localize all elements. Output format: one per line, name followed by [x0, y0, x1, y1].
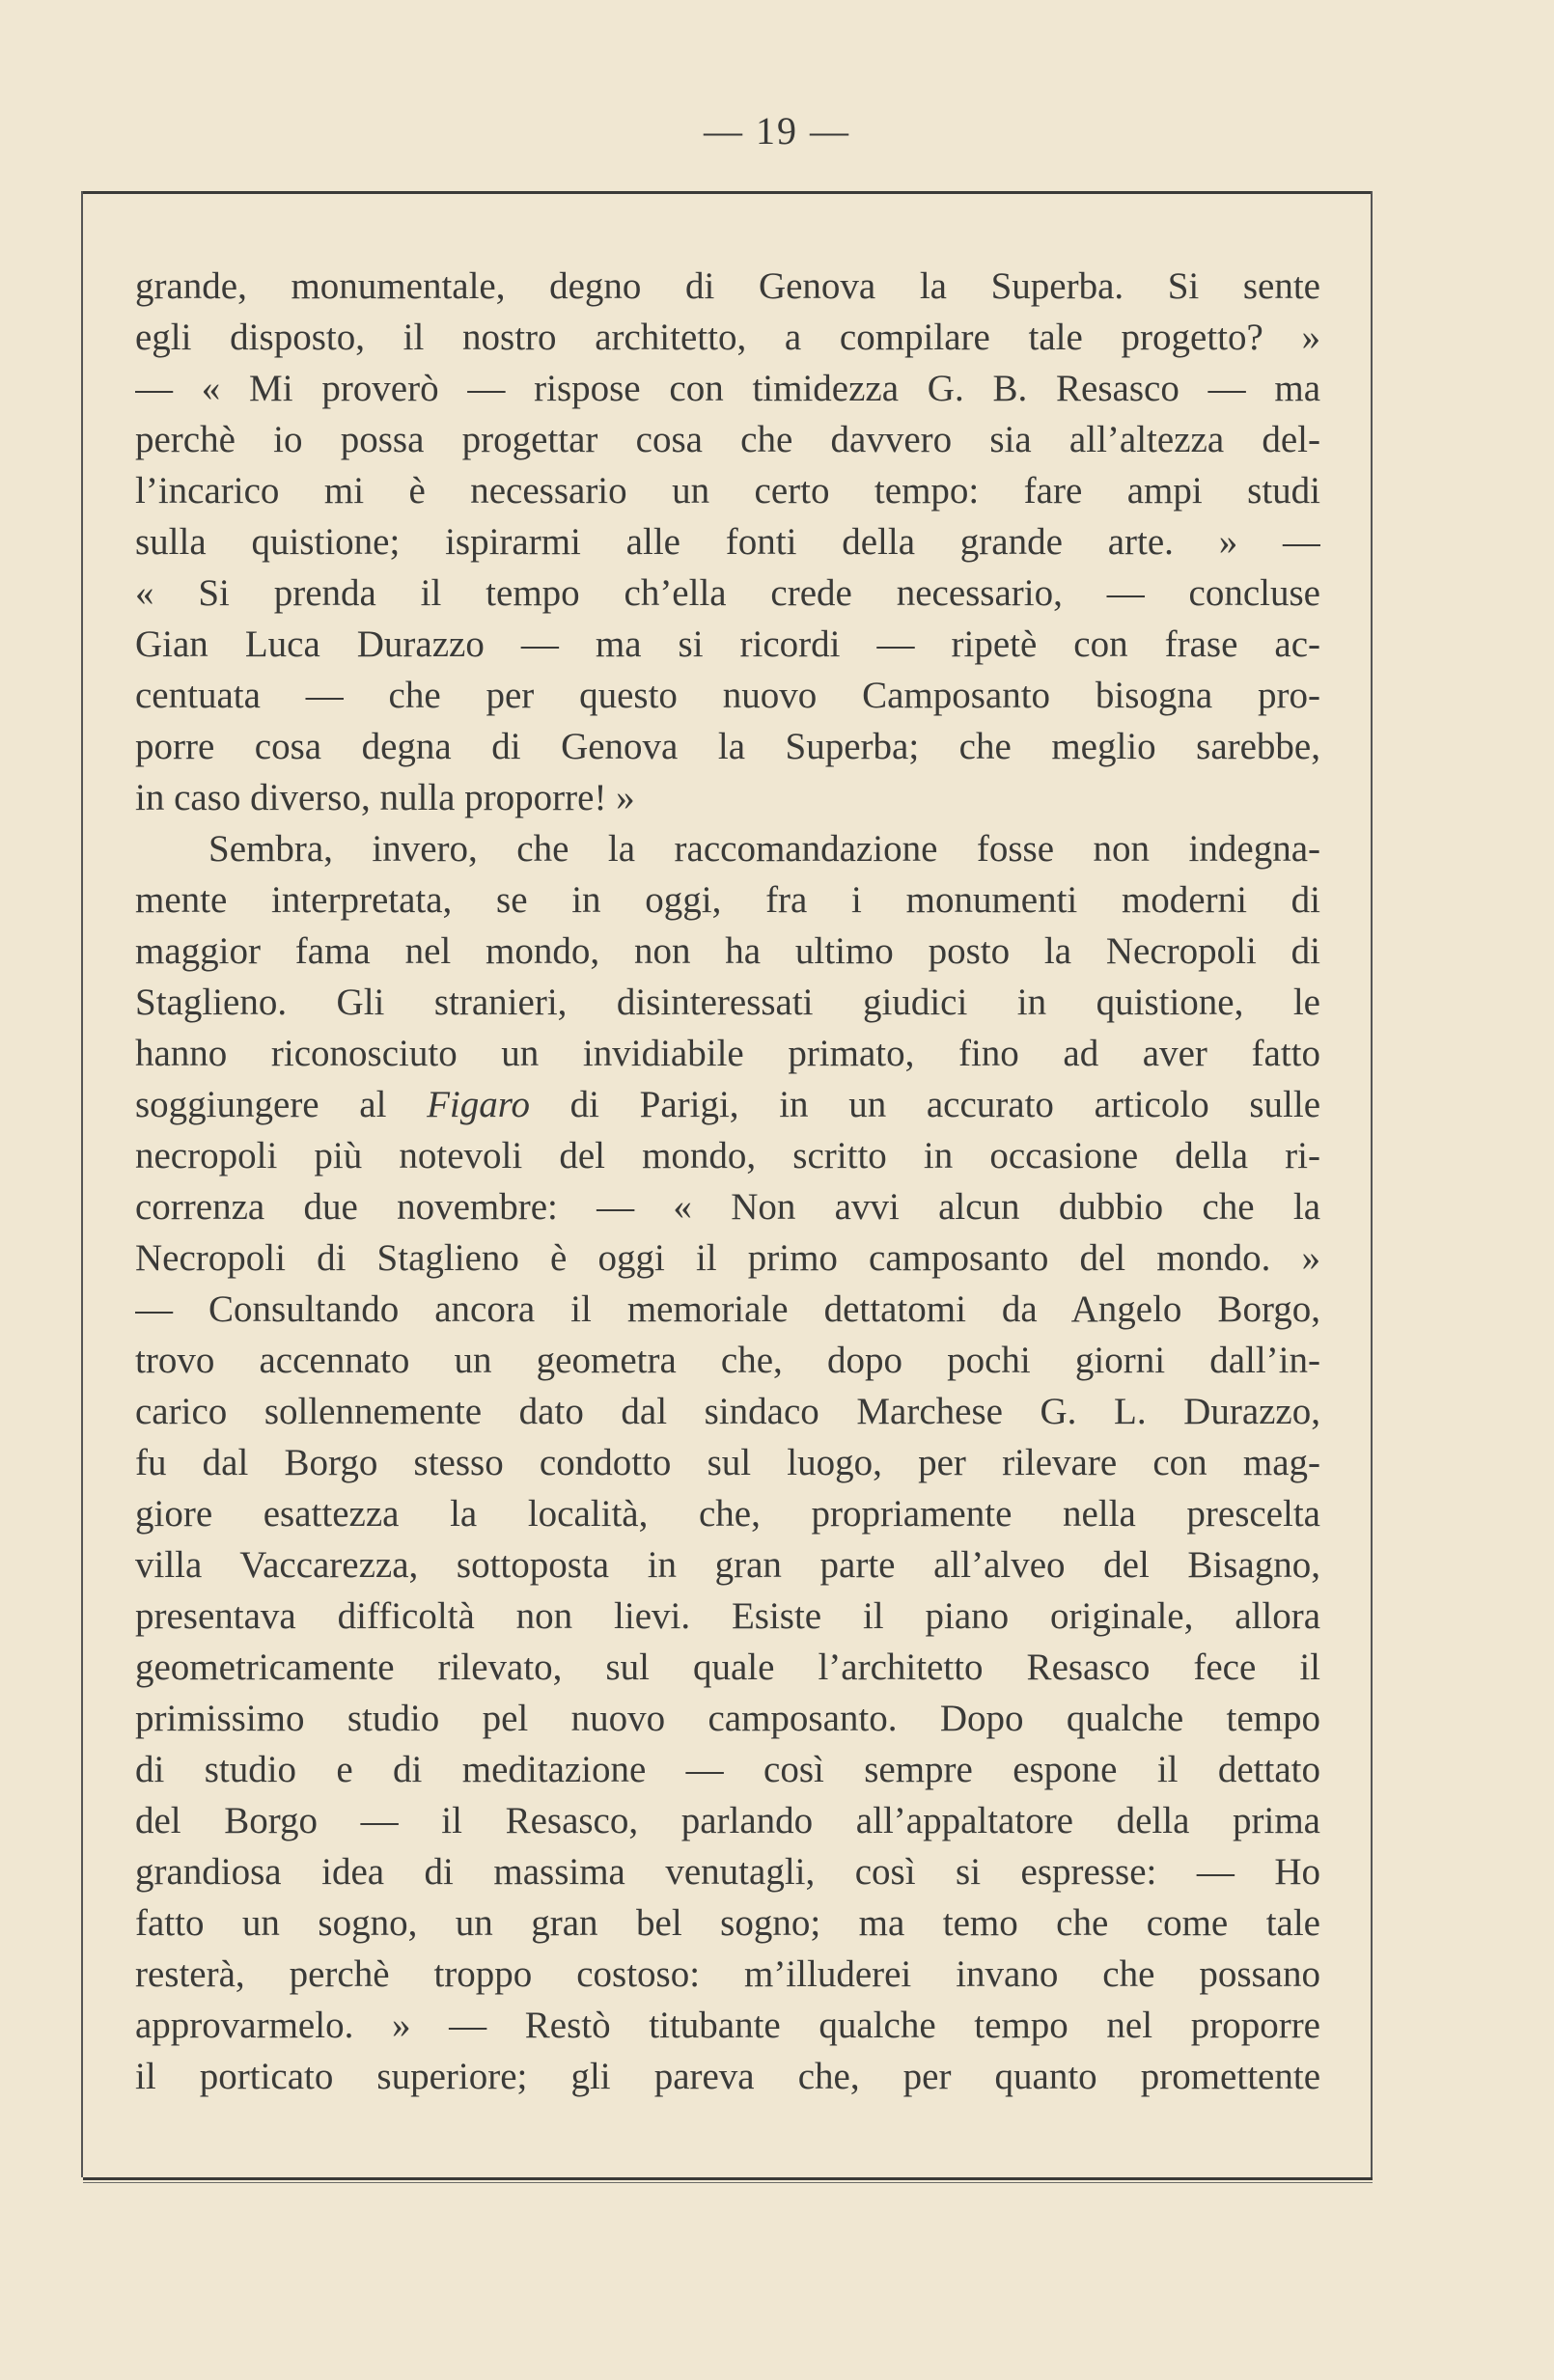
text-line: Necropoli di Staglieno è oggi il primo camposanto del mondo. » [135, 1237, 1320, 1279]
text-line: il porticato superiore; gli pareva che, per quanto promettente [135, 2056, 1320, 2097]
text-line: grandiosa idea di massima venutagli, così si espresse: — Ho [135, 1851, 1320, 1893]
text-line: di studio e di meditazione — così sempre espone il dettato [135, 1749, 1320, 1790]
text-line: l’incarico mi è necessario un certo tempo: fare ampi studi [135, 470, 1320, 512]
text-line: soggiungere al Figaro di Parigi, in un accurato articolo sulle [135, 1084, 1320, 1125]
text-line: giore esattezza la località, che, propriamente nella prescelta [135, 1493, 1320, 1535]
text-line: Gian Luca Durazzo — ma si ricordi — ripetè con frase ac- [135, 623, 1320, 665]
text-line: approvarmelo. » — Restò titubante qualche tempo nel proporre [135, 2005, 1320, 2046]
text-line: in caso diverso, nulla proporre! » [135, 777, 635, 818]
text-line: carico sollennemente dato dal sindaco Marchese G. L. Durazzo, [135, 1391, 1320, 1432]
text-line: — « Mi proverò — rispose con timidezza G. B. Resasco — ma [135, 368, 1320, 409]
text-line: — Consultando ancora il memoriale dettatomi da Angelo Borgo, [135, 1288, 1320, 1330]
text-line: fatto un sogno, un gran bel sogno; ma temo che come tale [135, 1902, 1320, 1944]
body-text [135, 261, 1320, 2102]
text-line: Staglieno. Gli stranieri, disinteressati giudici in quistione, le [135, 982, 1320, 1023]
text-line: geometricamente rilevato, sul quale l’architetto Resasco fece il [135, 1647, 1320, 1688]
text-line: hanno riconosciuto un invidiabile primato, fino ad aver fatto [135, 1033, 1320, 1074]
text-line: resterà, perchè troppo costoso: m’illuderei invano che possano [135, 1953, 1320, 1995]
text-line: sulla quistione; ispirarmi alle fonti della grande arte. » — [135, 521, 1320, 563]
frame-right-rule [1371, 191, 1373, 2177]
frame-top-rule [83, 191, 1373, 194]
text-line: del Borgo — il Resasco, parlando all’appaltatore della prima [135, 1800, 1320, 1841]
frame-left-rule [81, 191, 83, 2177]
text-line: primissimo studio pel nuovo camposanto. Dopo qualche tempo [135, 1698, 1320, 1739]
text-line: Sembra, invero, che la raccomandazione fosse non indegna- [208, 828, 1320, 870]
text-line: « Si prenda il tempo ch’ella crede necessario, — concluse [135, 572, 1320, 614]
text-line: porre cosa degna di Genova la Superba; che meglio sarebbe, [135, 726, 1320, 767]
text-line: fu dal Borgo stesso condotto sul luogo, per rilevare con mag- [135, 1442, 1320, 1483]
text-line: mente interpretata, se in oggi, fra i monumenti moderni di [135, 879, 1320, 921]
text-line: centuata — che per questo nuovo Camposanto bisogna pro- [135, 675, 1320, 716]
text-line: correnza due novembre: — « Non avvi alcun dubbio che la [135, 1186, 1320, 1228]
frame-bottom-rule [83, 2177, 1373, 2180]
page-number: — 19 — [704, 109, 850, 152]
text-line: presentava difficoltà non lievi. Esiste il piano originale, allora [135, 1595, 1320, 1637]
text-line: grande, monumentale, degno di Genova la Superba. Si sente [135, 265, 1320, 307]
text-line: maggior fama nel mondo, non ha ultimo posto la Necropoli di [135, 930, 1320, 972]
text-line: perchè io possa progettar cosa che davvero sia all’altezza del- [135, 419, 1320, 460]
text-line: egli disposto, il nostro architetto, a compilare tale progetto? » [135, 317, 1320, 358]
text-line: trovo accennato un geometra che, dopo pochi giorni dall’in- [135, 1340, 1320, 1381]
frame-bottom-thin-rule [83, 2182, 1373, 2183]
text-line: villa Vaccarezza, sottoposta in gran parte all’alveo del Bisagno, [135, 1544, 1320, 1586]
text-line: necropoli più notevoli del mondo, scritto in occasione della ri- [135, 1135, 1320, 1176]
